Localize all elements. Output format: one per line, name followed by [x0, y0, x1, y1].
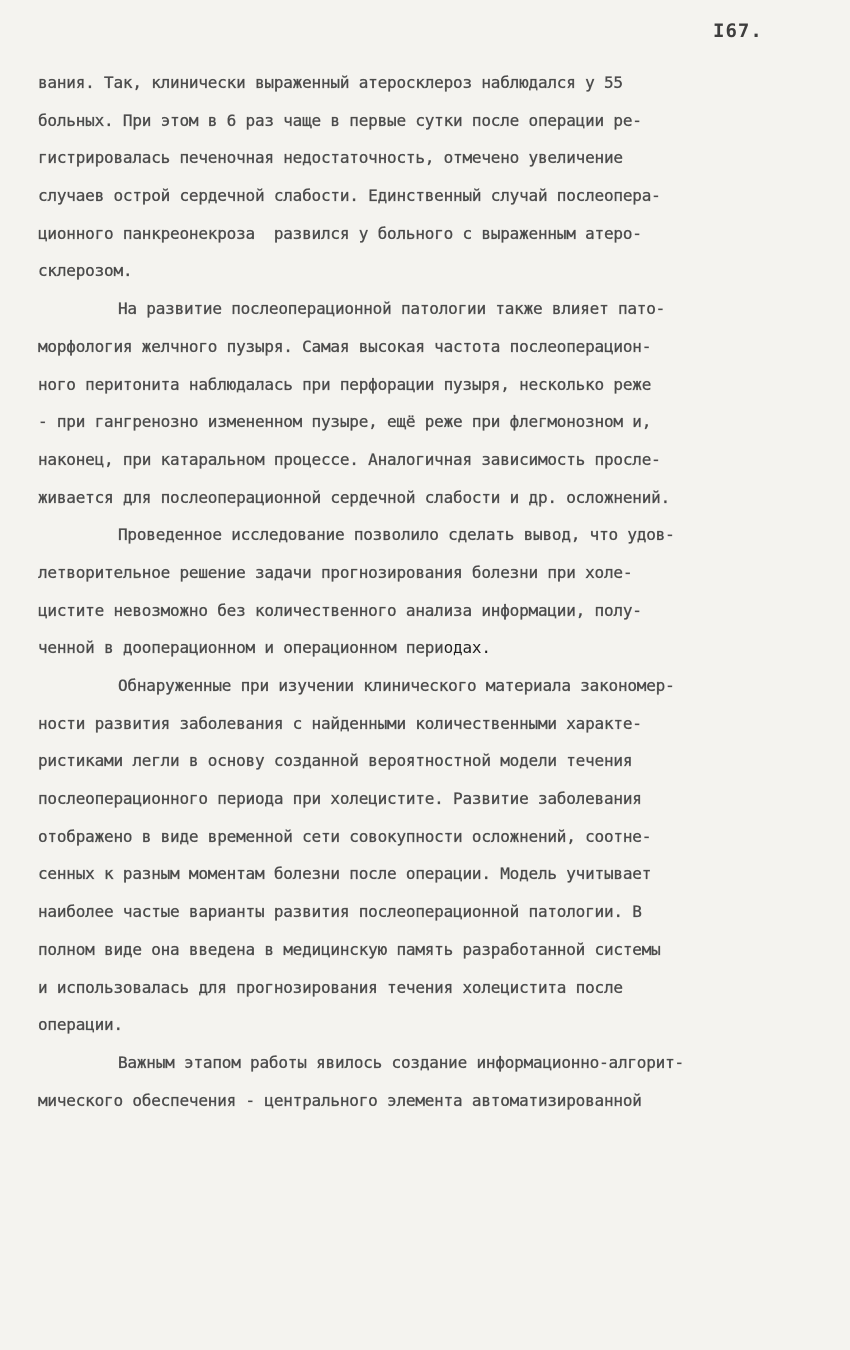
text-line: вания. Так, клинически выраженный атеросклероз наблюдался у 55 — [38, 73, 623, 92]
text-line: послеоперационного периода при холецистите. Развитие заболевания — [38, 789, 642, 809]
paragraph — [38, 516, 818, 667]
text-line: ченной в дооперационном и операционном периодах. — [38, 638, 491, 658]
text-line: полном виде она введена в медицинскую память разработанной системы — [38, 939, 661, 959]
body-text — [38, 64, 818, 1119]
text-line: склерозом. — [38, 261, 133, 281]
text-line: живается для послеоперационной сердечной слабости и др. осложнений. — [38, 487, 670, 507]
text-line: ного перитонита наблюдалась при перфорации пузыря, несколько реже — [38, 374, 652, 394]
text-line-tail: одах. — [443, 638, 491, 658]
text-line: наконец, при катаральном процессе. Аналогичная зависимость просле- — [38, 449, 661, 469]
text-line: наиболее частые варианты развития послеоперационной патологии. В — [38, 902, 642, 922]
text-line: сенных к разным моментам болезни после операции. Модель учитывает — [38, 864, 652, 884]
text-line: больных. При этом в 6 раз чаще в первые сутки после операции ре- — [38, 110, 642, 130]
text-line: Проведенное исследование позволило сделать вывод, что удов- — [118, 525, 675, 545]
text-line: отображено в виде временной сети совокупности осложнений, соотне- — [38, 826, 652, 846]
text-line: и использовалась для прогнозирования течения холецистита после — [38, 977, 623, 997]
page-number: I67. — [713, 20, 763, 42]
text-line: ности развития заболевания с найденными количественными характе- — [38, 713, 642, 733]
text-line: летворительное решение задачи прогнозирования болезни при холе- — [38, 562, 633, 582]
paragraph — [38, 667, 818, 1044]
text-line: цистите невозможно без количественного анализа информации, полу- — [38, 600, 642, 620]
text-line: ционного панкреонекроза развился у больного с выраженным атеро- — [38, 223, 642, 243]
text-line: На развитие послеоперационной патологии также влияет пато- — [118, 299, 666, 319]
paragraph — [38, 1044, 818, 1119]
paragraph — [38, 64, 818, 290]
text-line: гистрировалась печеночная недостаточность, отмечено увеличение — [38, 148, 623, 168]
text-line: операции. — [38, 1015, 123, 1035]
text-line: ристиками легли в основу созданной вероятностной модели течения — [38, 751, 633, 771]
paragraph — [38, 290, 818, 516]
text-line: случаев острой сердечной слабости. Единственный случай послеопера- — [38, 186, 661, 206]
text-line: Важным этапом работы явилось создание информационно-алгорит- — [118, 1052, 684, 1072]
text-line: мического обеспечения - центрального элемента автоматизированной — [38, 1090, 642, 1110]
text-line: морфология желчного пузыря. Самая высокая частота послеоперацион- — [38, 336, 652, 356]
text-line: - при гангренозно измененном пузыре, ещё реже при флегмонозном и, — [38, 412, 652, 432]
text-line: Обнаруженные при изучении клинического материала закономер- — [118, 676, 675, 695]
